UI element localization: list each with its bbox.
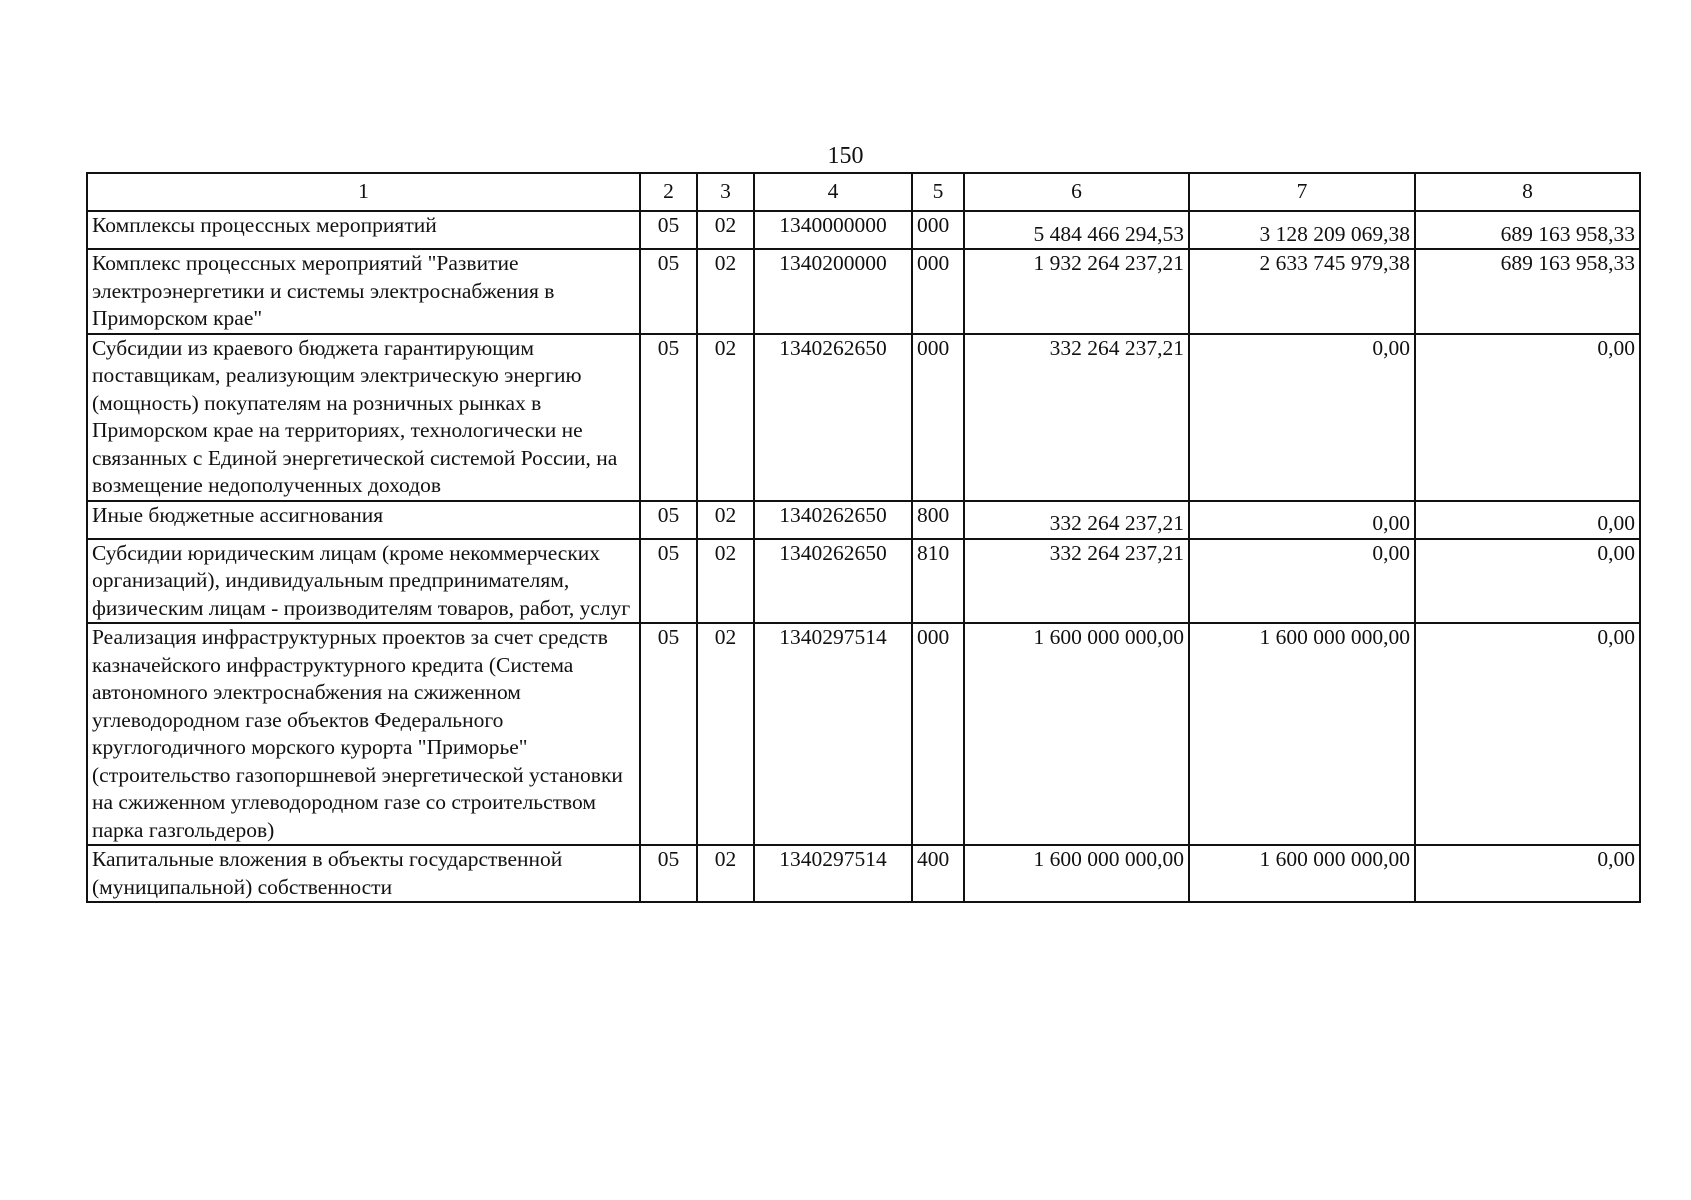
code-cell: 02 bbox=[697, 211, 754, 249]
amount-cell: 689 163 958,33 bbox=[1415, 249, 1640, 334]
code-cell: 000 bbox=[912, 334, 964, 501]
column-header: 3 bbox=[697, 173, 754, 211]
column-header: 8 bbox=[1415, 173, 1640, 211]
code-cell: 1340262650 bbox=[754, 334, 912, 501]
column-header: 5 bbox=[912, 173, 964, 211]
table-header-row bbox=[87, 173, 1640, 211]
code-cell: 02 bbox=[697, 249, 754, 334]
row-name: Капитальные вложения в объекты государственной (муниципальной) собственности bbox=[87, 845, 640, 902]
budget-table bbox=[86, 172, 1641, 903]
page-number: 150 bbox=[827, 143, 864, 169]
code-cell: 1340262650 bbox=[754, 539, 912, 624]
amount-cell: 332 264 237,21 bbox=[964, 334, 1189, 501]
code-cell: 02 bbox=[697, 334, 754, 501]
column-header: 6 bbox=[964, 173, 1189, 211]
amount-cell: 1 932 264 237,21 bbox=[964, 249, 1189, 334]
code-cell: 1340262650 bbox=[754, 501, 912, 539]
code-cell: 400 bbox=[912, 845, 964, 902]
column-header: 7 bbox=[1189, 173, 1415, 211]
amount-cell: 5 484 466 294,53 bbox=[964, 211, 1189, 249]
amount-cell: 1 600 000 000,00 bbox=[1189, 845, 1415, 902]
code-cell: 800 bbox=[912, 501, 964, 539]
table-row bbox=[87, 845, 1640, 902]
amount-cell: 2 633 745 979,38 bbox=[1189, 249, 1415, 334]
amount-cell: 0,00 bbox=[1415, 845, 1640, 902]
amount-cell: 1 600 000 000,00 bbox=[964, 623, 1189, 845]
row-name: Комплекс процессных мероприятий "Развитие электроэнергетики и системы электроснабжения в Приморском крае" bbox=[87, 249, 640, 334]
row-name: Иные бюджетные ассигнования bbox=[87, 501, 640, 539]
table-row bbox=[87, 539, 1640, 624]
column-header: 2 bbox=[640, 173, 697, 211]
code-cell: 1340200000 bbox=[754, 249, 912, 334]
amount-cell: 0,00 bbox=[1189, 334, 1415, 501]
row-name: Комплексы процессных мероприятий bbox=[87, 211, 640, 249]
row-name: Субсидии из краевого бюджета гарантирующим поставщикам, реализующим электрическую энергию (мощность) покупателям на розничных рынках в Приморском крае на территориях, технологически не связанных с Единой энергетической системой России, на возмещение недополученных доходов bbox=[87, 334, 640, 501]
code-cell: 02 bbox=[697, 845, 754, 902]
code-cell: 000 bbox=[912, 211, 964, 249]
code-cell: 810 bbox=[912, 539, 964, 624]
amount-cell: 689 163 958,33 bbox=[1415, 211, 1640, 249]
amount-cell: 0,00 bbox=[1415, 539, 1640, 624]
code-cell: 02 bbox=[697, 623, 754, 845]
column-header: 4 bbox=[754, 173, 912, 211]
row-name: Субсидии юридическим лицам (кроме некоммерческих организаций), индивидуальным предпринимателям, физическим лицам - производителям товаров, работ, услуг bbox=[87, 539, 640, 624]
table-row bbox=[87, 334, 1640, 501]
amount-cell: 1 600 000 000,00 bbox=[964, 845, 1189, 902]
row-name: Реализация инфраструктурных проектов за счет средств казначейского инфраструктурного кредита (Система автономного электроснабжения на сжиженном углеводородном газе объектов Федерального круглогодичного морского курорта "Приморье" (строительство газопоршневой энергетической установки на сжиженном углеводородном газе со строительством парка газгольдеров) bbox=[87, 623, 640, 845]
amount-cell: 0,00 bbox=[1189, 501, 1415, 539]
code-cell: 000 bbox=[912, 249, 964, 334]
code-cell: 05 bbox=[640, 211, 697, 249]
code-cell: 1340297514 bbox=[754, 623, 912, 845]
code-cell: 000 bbox=[912, 623, 964, 845]
amount-cell: 332 264 237,21 bbox=[964, 539, 1189, 624]
code-cell: 05 bbox=[640, 334, 697, 501]
table-row bbox=[87, 623, 1640, 845]
code-cell: 1340297514 bbox=[754, 845, 912, 902]
code-cell: 02 bbox=[697, 501, 754, 539]
table-row bbox=[87, 211, 1640, 249]
amount-cell: 0,00 bbox=[1415, 501, 1640, 539]
amount-cell: 0,00 bbox=[1189, 539, 1415, 624]
column-header: 1 bbox=[87, 173, 640, 211]
amount-cell: 0,00 bbox=[1415, 334, 1640, 501]
code-cell: 02 bbox=[697, 539, 754, 624]
code-cell: 05 bbox=[640, 845, 697, 902]
amount-cell: 3 128 209 069,38 bbox=[1189, 211, 1415, 249]
code-cell: 05 bbox=[640, 623, 697, 845]
code-cell: 05 bbox=[640, 539, 697, 624]
code-cell: 05 bbox=[640, 249, 697, 334]
code-cell: 1340000000 bbox=[754, 211, 912, 249]
table-row bbox=[87, 249, 1640, 334]
amount-cell: 1 600 000 000,00 bbox=[1189, 623, 1415, 845]
code-cell: 05 bbox=[640, 501, 697, 539]
table-row bbox=[87, 501, 1640, 539]
amount-cell: 0,00 bbox=[1415, 623, 1640, 845]
amount-cell: 332 264 237,21 bbox=[964, 501, 1189, 539]
